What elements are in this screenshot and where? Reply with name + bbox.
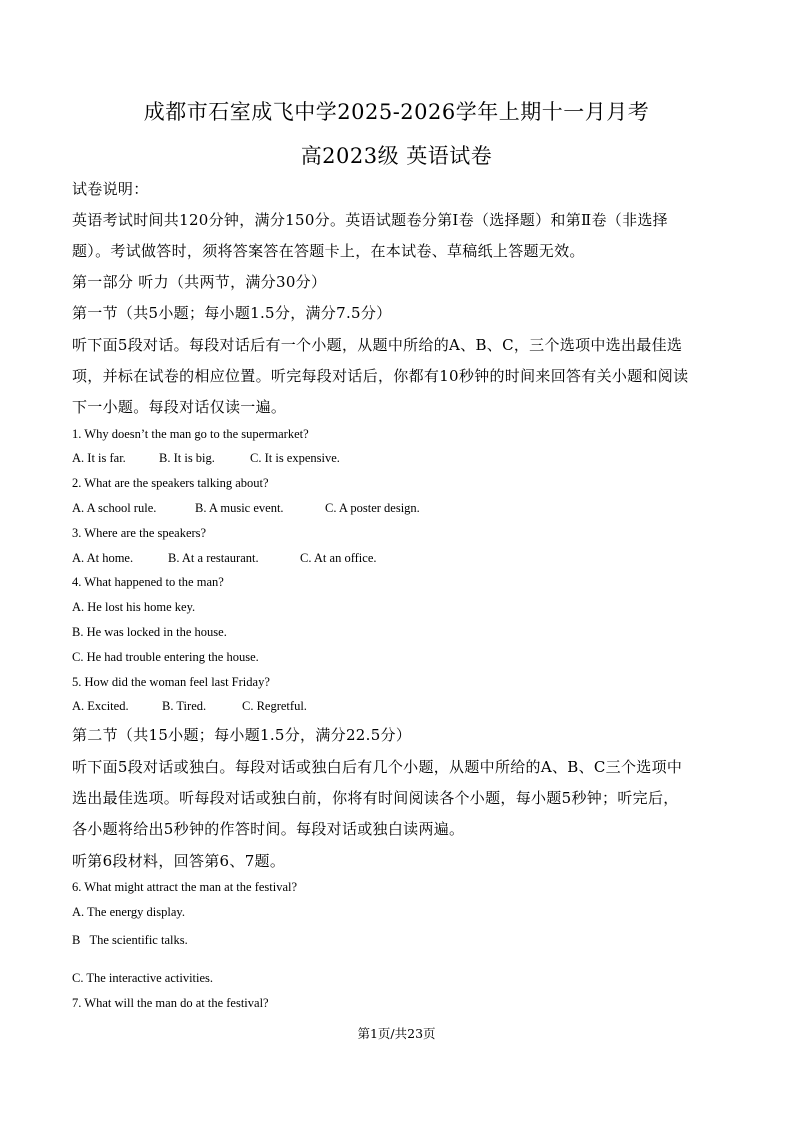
- option-a: A. At home.: [72, 551, 134, 565]
- option-c: C. Regretful.: [242, 699, 307, 713]
- question-4-stem: 4. What happened to the man?: [72, 575, 224, 589]
- question-1-options: [72, 451, 340, 466]
- option-a: A. A school rule.: [72, 501, 157, 515]
- question-5-stem: 5. How did the woman feel last Friday?: [72, 675, 270, 689]
- option-b: B. A music event.: [195, 501, 284, 515]
- question-5-options: [72, 699, 307, 714]
- question-6-option-c: C. The interactive activities.: [72, 971, 214, 985]
- instructions-line2: 题）。考试做答时，须将答案答在答题卡上，在本试卷、草稿纸上答题无效。: [72, 242, 585, 260]
- question-2-options: [72, 501, 420, 516]
- question-4-option-b: B. He was locked in the house.: [72, 625, 227, 639]
- page-number: 第1页/共23页: [357, 1026, 436, 1041]
- exam-title-line2: 高2023级 英语试卷: [300, 144, 493, 168]
- part1-heading: 第一部分 听力（共两节，满分30分）: [72, 273, 327, 291]
- section2-directions-line1: 听下面5段对话或独白。每段对话或独白后有几个小题，从题中所给的A、B、C三个选项中: [72, 758, 683, 776]
- question-2-stem: 2. What are the speakers talking about?: [72, 476, 269, 490]
- section1-directions-line1: 听下面5段对话。每段对话后有一个小题，从题中所给的A、B、C，三个选项中选出最佳选: [72, 336, 683, 354]
- question-3-stem: 3. Where are the speakers?: [72, 526, 207, 540]
- instructions-label: 试卷说明：: [72, 180, 149, 198]
- question-1-stem: 1. Why doesn’t the man go to the supermarket?: [72, 427, 309, 441]
- question-4-option-c: C. He had trouble entering the house.: [72, 650, 259, 664]
- option-c: C. It is expensive.: [250, 451, 340, 465]
- question-6-option-a: A. The energy display.: [72, 905, 185, 919]
- option-b: B. It is big.: [159, 451, 215, 465]
- material-6-instruction: 听第6段材料，回答第6、7题。: [72, 852, 286, 870]
- section2-directions-line3: 各小题将给出5秒钟的作答时间。每段对话或独白读两遍。: [72, 820, 465, 838]
- question-6-stem: 6. What might attract the man at the festival?: [72, 880, 298, 894]
- question-3-options: [72, 551, 377, 566]
- section2-heading: 第二节（共15小题；每小题1.5分，满分22.5分）: [72, 726, 412, 744]
- exam-title-line1: 成都市石室成飞中学2025-2026学年上期十一月月考: [143, 100, 650, 124]
- option-a: A. It is far.: [72, 451, 126, 465]
- section1-directions-line2: 项，并标在试卷的相应位置。听完每段对话后，你都有10秒钟的时间来回答有关小题和阅读: [72, 367, 689, 385]
- section2-directions-line2: 选出最佳选项。听每段对话或独白前，你将有时间阅读各个小题，每小题5秒钟；听完后，: [72, 789, 679, 807]
- section1-heading: 第一节（共5小题；每小题1.5分，满分7.5分）: [72, 304, 392, 322]
- instructions-line1: 英语考试时间共120分钟，满分150分。英语试题卷分第Ⅰ卷（选择题）和第Ⅱ卷（非选择: [72, 211, 668, 229]
- question-7-stem: 7. What will the man do at the festival?: [72, 996, 269, 1010]
- option-a: A. Excited.: [72, 699, 129, 713]
- option-c: C. At an office.: [300, 551, 377, 565]
- option-c: C. A poster design.: [325, 501, 420, 515]
- question-4-option-a: A. He lost his home key.: [72, 600, 196, 614]
- option-b: B. Tired.: [162, 699, 207, 713]
- question-6-option-b: B The scientific talks.: [72, 933, 188, 947]
- option-b: B. At a restaurant.: [168, 551, 259, 565]
- section1-directions-line3: 下一小题。每段对话仅读一遍。: [72, 398, 287, 416]
